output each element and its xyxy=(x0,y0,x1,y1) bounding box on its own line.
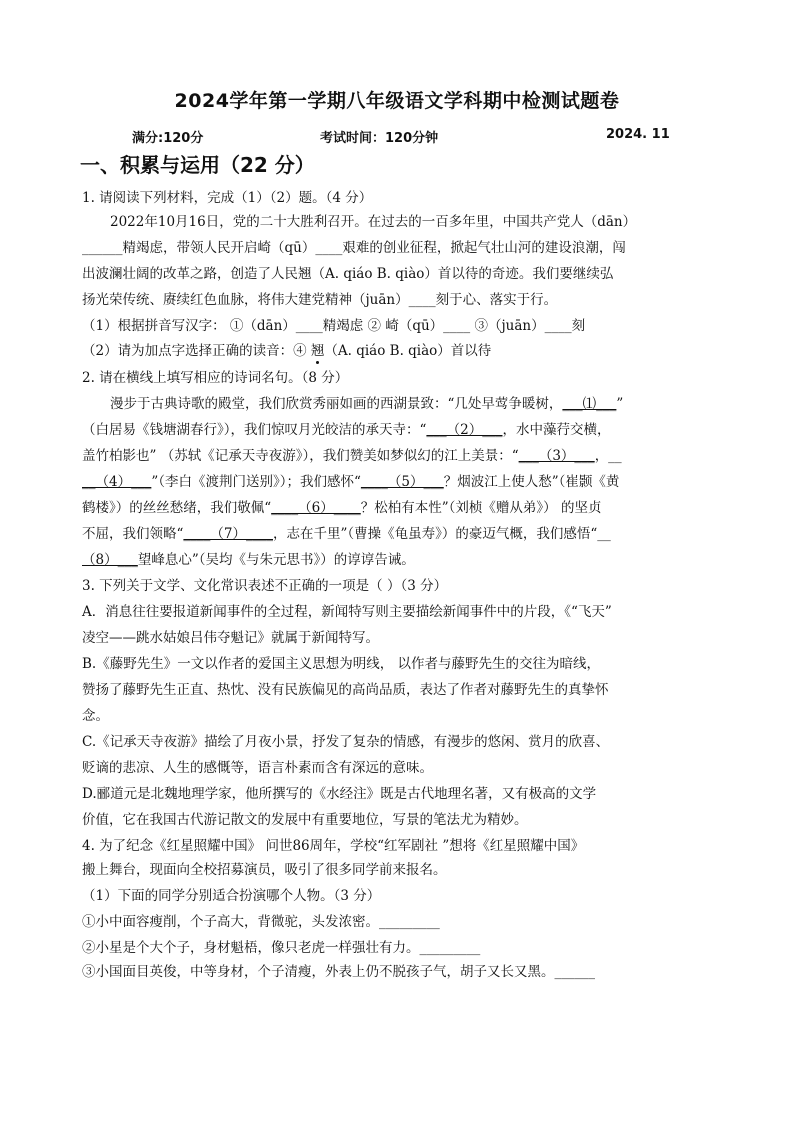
option-a: A．消息往往要报道新闻事件的全过程，新闻特写则主要描绘新闻事件中的片段，《“飞天” xyxy=(82,604,612,620)
paragraph-line: ______精竭虑，带领人民开启崎（qū）____艰难的创业征程，掀起气壮山河的建设浪潮，闯 xyxy=(82,240,626,256)
sub-question-2-options: （A. qiáo B. qiào）首以待 xyxy=(324,343,492,359)
question-4-sub-1: （1）下面的同学分别适合扮演哪个人物。（3 分） xyxy=(82,888,381,904)
sub-question-2 xyxy=(82,341,491,361)
option-d: D.郦道元是北魏地理学家，他所撰写的《水经注》既是古代地理名著，又有极高的文学 xyxy=(82,786,597,802)
poem-line: （白居易《钱塘湖春行》），我们惊叹月光皎洁的承天寺：“___（2）___，水中藻荇交横， xyxy=(82,422,611,438)
option-b: B.《藤野先生》一文以作者的爱国主义思想为明线， 以作者与藤野先生的交往为暗线， xyxy=(82,656,601,672)
paragraph-line: 扬光荣传统、赓续红色血脉，将伟大建党精神（juān）____刻于心、落实于行。 xyxy=(82,292,558,308)
question-4-cont: 搬上舞台，现面向全校招募演员，吸引了很多同学前来报名。 xyxy=(82,862,447,878)
blank-4: __（4）___ xyxy=(82,474,152,490)
poem-line: 盖竹柏影也” （苏轼《记承天寺夜游》），我们赞美如梦似幻的江上美景：“___（3）___，__ xyxy=(82,448,622,464)
option-a-cont: 凌空——跳水姑娘吕伟夺魁记》就属于新闻特写。 xyxy=(82,630,379,646)
option-b-cont: 赞扬了藤野先生正直、热忱、没有民族偏见的高尚品质，表达了作者对藤野先生的真挚怀 xyxy=(82,682,609,698)
paragraph-line: 出波澜壮阔的改革之路，创造了人民翘（A. qiáo B. qiào）首以待的奇迹。我们要继续弘 xyxy=(82,266,614,282)
poem-line: 漫步于古典诗歌的殿堂，我们欣赏秀丽如画的西湖景致：“几处早莺争暖树，___⑴___” xyxy=(110,396,624,412)
full-score: 满分:120分 xyxy=(132,131,204,146)
character-item: ③小国面目英俊，中等身材，个子清瘦，外表上仍不脱孩子气，胡子又长又黑。______ xyxy=(82,964,595,980)
blank-2: ___（2）___ xyxy=(426,422,503,438)
blank-7: ____（7）____ xyxy=(183,526,273,542)
poem-line: （8）___望峰息心”（吴均《与朱元思书》）的谆谆告诫。 xyxy=(82,552,415,568)
question-4-title: 4. 为了纪念《红星照耀中国》 问世86周年，学校“红军剧社 ”想将《红星照耀中国》 xyxy=(82,838,585,854)
poem-line: 鹤楼》）的丝丝愁绪，我们敬佩“____（6）____？松柏有本性”（刘桢《赠从弟》） 的坚贞 xyxy=(82,500,602,516)
question-2-title: 2. 请在横线上填写相应的诗词名句。（8 分） xyxy=(82,370,349,386)
character-item: ①小中面容瘦削，个子高大，背微驼，头发浓密。_________ xyxy=(82,914,440,930)
section-heading: 一、积累与运用（22 分） xyxy=(80,153,315,177)
exam-date: 2024. 11 xyxy=(606,127,670,142)
blank-6: ____（6）____ xyxy=(271,500,361,516)
character-item: ②小星是个大个子，身材魁梧，像只老虎一样强壮有力。_________ xyxy=(82,940,481,956)
blank-3: ___（3）___ xyxy=(518,448,595,464)
paragraph-line: 2022年10月16日，党的二十大胜利召开。在过去的一百多年里，中国共产党人（dān） xyxy=(110,214,637,230)
question-3-title: 3. 下列关于文学、文化常识表述不正确的一项是（ ）（3 分） xyxy=(82,578,448,594)
option-b-cont: 念。 xyxy=(82,708,109,724)
question-1-title: 1. 请阅读下列材料，完成（1）（2）题。（4 分） xyxy=(82,190,373,206)
blank-8: （8）___ xyxy=(82,552,138,568)
sub-question-1: （1）根据拼音写汉字： ①（dān）____精竭虑 ② 崎（qū）____ ③（juān）____刻 xyxy=(82,318,586,334)
exam-time: 考试时间：120分钟 xyxy=(320,131,439,146)
sub-question-2-text: （2）请为加点字选择正确的读音：④ xyxy=(82,343,311,359)
option-d-cont: 价值，它在我国古代游记散文的发展中有重要地位，写景的笔法尤为精妙。 xyxy=(82,812,528,828)
blank-5: ____（5）___ xyxy=(360,474,444,490)
blank-1: ___⑴___ xyxy=(562,396,617,412)
poem-line: __（4）___”（李白《渡荆门送别》）；我们感怀“____（5）___？烟波江上使人愁”（崔颢《黄 xyxy=(82,474,620,490)
option-c: C.《记承天寺夜游》描绘了月夜小景，抒发了复杂的情感，有漫步的悠闲、赏月的欣喜、 xyxy=(82,734,610,750)
option-c-cont: 贬谪的悲凉、人生的感慨等，语言朴素而含有深远的意味。 xyxy=(82,760,433,776)
poem-line: 不屈，我们领略“____（7）____，志在千里”（曹操《龟虽寿》）的豪迈气概，我们感悟“__ xyxy=(82,526,611,542)
exam-title: 2024学年第一学期八年级语文学科期中检测试题卷 xyxy=(174,90,620,112)
dotted-char: 翘 xyxy=(310,343,325,359)
